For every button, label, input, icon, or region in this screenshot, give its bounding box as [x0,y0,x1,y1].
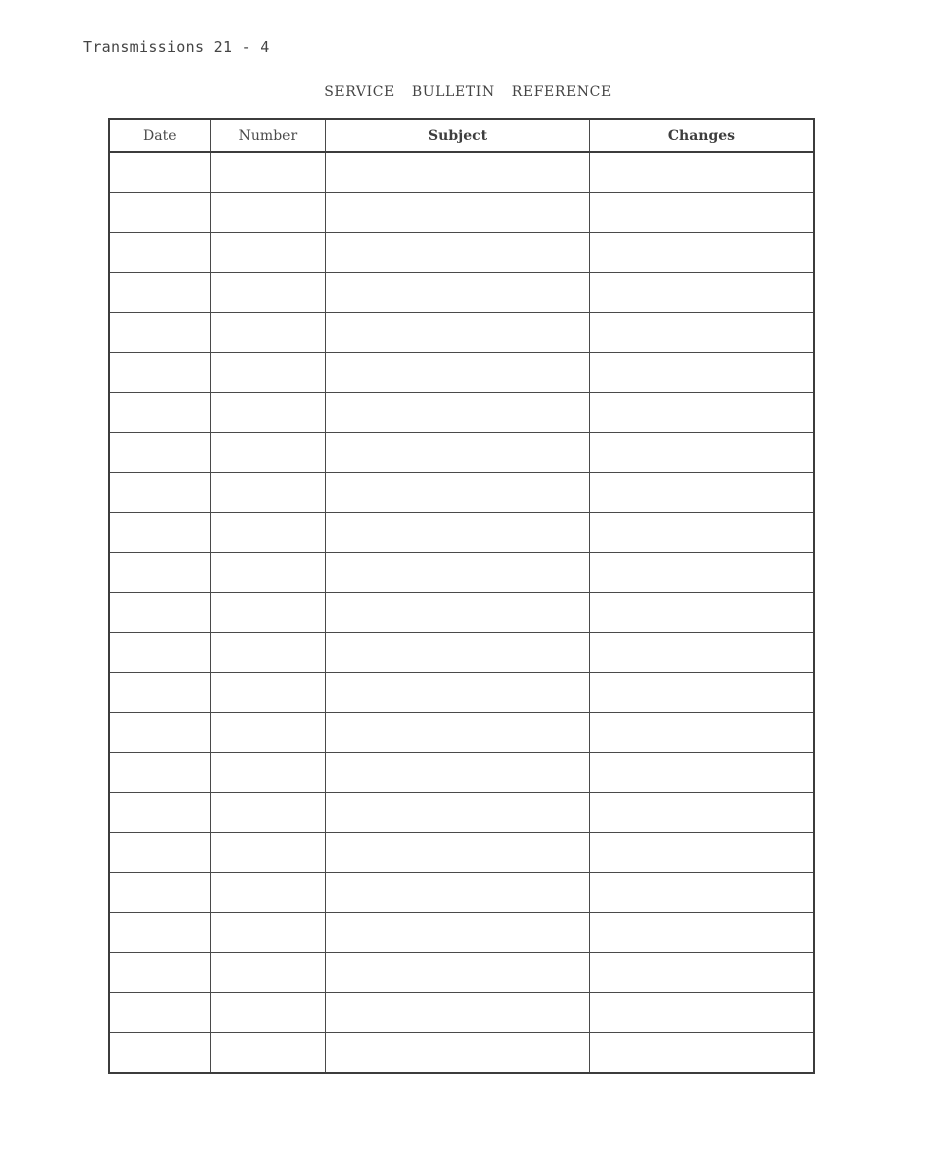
table-row [109,1033,814,1074]
number-cell [210,473,326,513]
number-cell [210,152,326,193]
table-row [109,353,814,393]
page-header: Transmissions 21 - 4 [83,38,270,56]
changes-cell [589,353,814,393]
table-row [109,873,814,913]
changes-cell [589,313,814,353]
subject-cell [326,152,590,193]
changes-cell [589,793,814,833]
subject-cell [326,353,590,393]
changes-cell [589,233,814,273]
number-cell [210,873,326,913]
date-cell [109,913,210,953]
table-row [109,913,814,953]
number-cell [210,673,326,713]
date-cell [109,833,210,873]
changes-cell [589,1033,814,1074]
number-cell [210,913,326,953]
date-cell [109,953,210,993]
date-cell [109,673,210,713]
table-row [109,633,814,673]
table-header-row [109,119,814,152]
number-cell [210,793,326,833]
column-header-subject: Subject [326,119,590,152]
table-row [109,193,814,233]
table-row [109,593,814,633]
number-cell [210,993,326,1033]
changes-cell [589,833,814,873]
number-cell [210,233,326,273]
number-cell [210,433,326,473]
subject-cell [326,753,590,793]
subject-cell [326,193,590,233]
date-cell [109,313,210,353]
table-row [109,713,814,753]
changes-cell [589,473,814,513]
changes-cell [589,953,814,993]
number-cell [210,713,326,753]
document-title: SERVICE BULLETIN REFERENCE [324,84,612,100]
subject-cell [326,913,590,953]
table-row [109,152,814,193]
date-cell [109,353,210,393]
number-cell [210,353,326,393]
date-cell [109,433,210,473]
date-cell [109,273,210,313]
number-cell [210,1033,326,1074]
changes-cell [589,753,814,793]
number-cell [210,193,326,233]
number-cell [210,753,326,793]
date-cell [109,993,210,1033]
number-cell [210,953,326,993]
changes-cell [589,273,814,313]
number-cell [210,633,326,673]
changes-cell [589,713,814,753]
subject-cell [326,553,590,593]
table-row [109,393,814,433]
table-row [109,433,814,473]
table-row [109,513,814,553]
date-cell [109,713,210,753]
changes-cell [589,913,814,953]
column-header-number: Number [210,119,326,152]
service-bulletin-table [108,118,815,1074]
date-cell [109,593,210,633]
changes-cell [589,433,814,473]
date-cell [109,633,210,673]
number-cell [210,833,326,873]
table-row [109,553,814,593]
subject-cell [326,673,590,713]
subject-cell [326,433,590,473]
table-row [109,833,814,873]
date-cell [109,753,210,793]
table-row [109,233,814,273]
table-row [109,273,814,313]
changes-cell [589,873,814,913]
changes-cell [589,152,814,193]
table-row [109,313,814,353]
column-header-changes: Changes [589,119,814,152]
table-body [109,152,814,1073]
date-cell [109,393,210,433]
date-cell [109,152,210,193]
changes-cell [589,513,814,553]
number-cell [210,393,326,433]
date-cell [109,873,210,913]
changes-cell [589,553,814,593]
table-row [109,473,814,513]
number-cell [210,553,326,593]
subject-cell [326,953,590,993]
subject-cell [326,873,590,913]
subject-cell [326,273,590,313]
number-cell [210,313,326,353]
number-cell [210,513,326,553]
subject-cell [326,593,590,633]
changes-cell [589,593,814,633]
table-row [109,953,814,993]
subject-cell [326,793,590,833]
subject-cell [326,513,590,553]
column-header-date: Date [109,119,210,152]
subject-cell [326,313,590,353]
subject-cell [326,233,590,273]
date-cell [109,553,210,593]
changes-cell [589,673,814,713]
changes-cell [589,633,814,673]
date-cell [109,233,210,273]
subject-cell [326,393,590,433]
subject-cell [326,473,590,513]
table-row [109,673,814,713]
changes-cell [589,193,814,233]
number-cell [210,593,326,633]
date-cell [109,193,210,233]
changes-cell [589,993,814,1033]
subject-cell [326,633,590,673]
date-cell [109,473,210,513]
table-row [109,993,814,1033]
subject-cell [326,833,590,873]
subject-cell [326,993,590,1033]
date-cell [109,513,210,553]
changes-cell [589,393,814,433]
subject-cell [326,713,590,753]
subject-cell [326,1033,590,1074]
date-cell [109,793,210,833]
table-row [109,753,814,793]
date-cell [109,1033,210,1074]
table-row [109,793,814,833]
number-cell [210,273,326,313]
